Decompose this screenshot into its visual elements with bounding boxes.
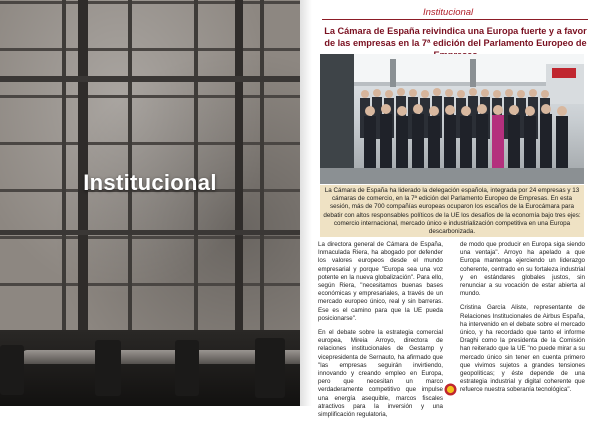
- body-column-left: [318, 241, 443, 425]
- section-label: Institucional: [423, 7, 474, 18]
- chamber-logo-icon: [444, 383, 457, 396]
- wall-beam: [0, 230, 300, 235]
- article-headline: La Cámara de España reivindica una Europa fuerte y a favor de las empresas en la 7ª edición del Parlamento Europeo de: [324, 26, 587, 48]
- wall-beam: [0, 76, 300, 82]
- header-rule: [322, 19, 588, 20]
- group-photo: [320, 54, 584, 184]
- group-photo-illustration: [320, 54, 584, 184]
- paragraph: La directora general de Cámara de España, Inmaculada Riera, ha abogado por defender los valores europeos desde el mundo empresarial y porque "Europa sea una voz potente en la nueva globalización". Para ello, según Riera, "necesitamos buenas bases económicas y empresariales, a través de un mercado europeo único, real y sin barreras. Ese es el camino para que la UE pueda posicionarse".: [318, 241, 443, 322]
- paragraph: de modo que producir en Europa siga siendo una ventaja". Arroyo ha apelado a que Europa mantenga ejerciendo un liderazgo coherente, centrado en su fortaleza industrial y en estándares globales justos, sin renunciar a su vocación de estar abierta al mundo.: [460, 241, 585, 298]
- chair: [0, 345, 24, 395]
- chair: [175, 340, 199, 396]
- marble-wall-photo: [0, 0, 300, 330]
- paragraph: En el debate sobre la estrategia comercial europea, Mireia Arroyo, directora de relaciones institucionales de Gestamp y vicepresidenta de Sernauto, ha afirmado que "las empresas seguirán invirtiendo, innovando y creando empleo en Europa, pero que necesitan un marco verdaderamente competitivo que impulse una energía asequible, marcos fiscales atractivos para la inversión y una simplificación regulatoria,: [318, 329, 443, 419]
- right-page: [300, 0, 600, 419]
- chair: [95, 340, 121, 396]
- left-page-title: Institucional: [83, 170, 217, 195]
- paragraph: Cristina García Aliste, representante de Relaciones Institucionales de Airbus España, ha intervenido en el debate sobre el mercado único, y ha recordado que tanto el informe Draghi como la presidenta de la Comisión han reiterado que la UE "no puede mirar a su mercado único sin tener en cuenta primero que vivimos sujetos a grandes tensiones geopolíticas; y éste depende de una estrategia industrial y digital coherente que refuerce nuestra soberanía tecnológica".: [460, 304, 585, 394]
- left-page: [0, 0, 300, 406]
- chair: [255, 338, 285, 398]
- article-lead: La Cámara de España ha liderado la delegación española, integrada por 24 empresas y 13 cámaras de comercio, en la 7ª edición del Parlamento Europeo de Empresas. En esta sesión, más de 700 compañías europeas ocuparon los escaños de la Eurocámara para debatir con altos responsables políticos de la UE los desafíos de la economía bajo tres ejes: comercio internacional, mercado único e industrialización competitiva en una Europa descarbonizada.: [320, 185, 584, 237]
- body-column-right: [460, 241, 585, 401]
